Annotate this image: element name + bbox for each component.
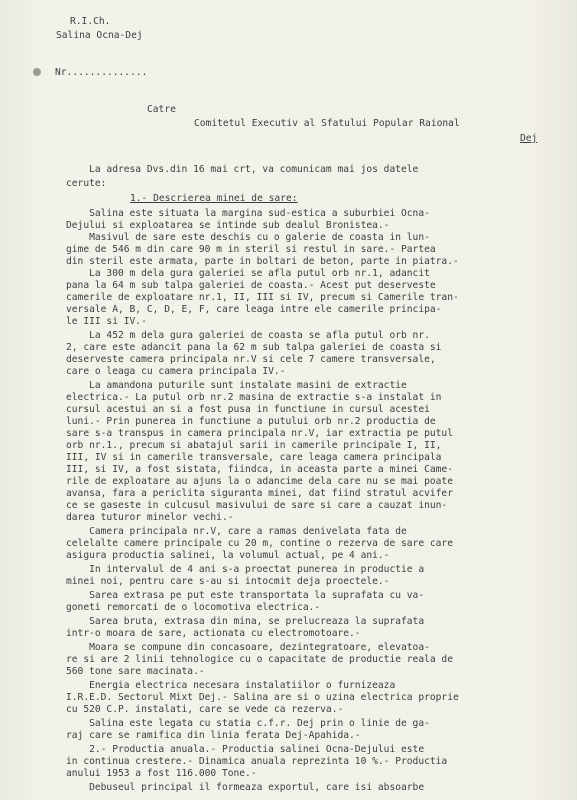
punch-hole (33, 68, 41, 76)
body-line: La amandona puturile sunt instalate masini de extractie (66, 380, 407, 391)
body-line: ce se gaseste in culcusul masivului de sare si care a cauzat inun- (66, 500, 448, 511)
body-line: Masivul de sare este deschis cu o galerie de coasta in lun- (66, 232, 430, 243)
body-line: deserveste camera principala nr.V si cele 7 camere transversale, (66, 354, 436, 365)
body-line: minei noi, pentru care s-au si intocmit deja proectele.- (66, 576, 390, 587)
body-line: 560 tone sare macinata.- (66, 666, 205, 677)
body-line: cu 520 C.P. instalati, care se vede ca rezerva.- (66, 704, 344, 715)
addressee-line: Comitetul Executiv al Sfatului Popular Raional (194, 118, 460, 129)
body-line: pana la 64 m sub talpa galeriei de coasta.- Acest put deserveste (66, 280, 436, 291)
body-line: avansa, fara a periclita siguranta minei, dat fiind stratul acvifer (66, 488, 453, 499)
body-line: La 452 m dela gura galeriei de coasta se afla putul orb nr. (66, 330, 430, 341)
body-line: sare s-a transpus in camera principala nr.V, iar extractia pe putul (66, 428, 453, 439)
body-line: raj care se ramifica din linia ferata Dej-Apahida.- (66, 730, 361, 741)
body-line: La adresa Dvs.din 16 mai crt, va comunicam mai jos datele (66, 164, 419, 175)
body-line: orb nr.1., precum si abatajul sarii in camerile principale I, II, (66, 440, 442, 451)
body-line: rile de exploatare au ajuns la o adancime dela care nu se mai poate (66, 476, 453, 487)
body-line: anului 1953 a fost 116.000 Tone.- (66, 768, 257, 779)
body-line: intr-o moara de sare, actionata cu electromotoare.- (66, 628, 361, 639)
body-line: Sarea extrasa pe put este transportata la suprafata cu va- (66, 590, 425, 601)
body-line: 2, care este adancit pana la 62 m sub talpa galeriei de coasta si (66, 342, 442, 353)
body-line: electrica.- La putul orb nr.2 masina de extractie s-a instalat in (66, 392, 442, 403)
body-line: Salina este legata cu statia c.f.r. Dej prin o linie de ga- (66, 718, 430, 729)
body-line: re si are 2 linii tehnologice cu o capacitate de productie reala de (66, 654, 453, 665)
body-line: Salina este situata la margina sud-estica a suburbiei Ocna- (66, 208, 430, 219)
body-line: goneti remorcati de o locomotiva electrica.- (66, 602, 321, 613)
body-line: in continua crestere.- Dinamica anuala reprezinta 10 %.- Productia (66, 756, 448, 767)
section-heading: 1.- Descrierea minei de sare: (130, 193, 298, 204)
addressee-city: Dej (520, 133, 538, 144)
body-line: luni.- Prin punerea in functiune a putului orb nr.2 productia de (66, 416, 436, 427)
body-line: cursul acestui an si a fost pusa in functiune in cursul acestei (66, 404, 430, 415)
body-line: camerile de exploatare nr.1, II, III si IV, precum si Camerile tran- (66, 292, 459, 303)
org-code: R.I.Ch. (70, 16, 111, 27)
catre-label: Catre (147, 104, 176, 115)
body-line: gime de 546 m din care 90 m in steril si restul in sare.- Partea (66, 244, 436, 255)
body-line: Sarea bruta, extrasa din mina, se prelucreaza la suprafata (66, 616, 425, 627)
body-line: In intervalul de 4 ani s-a proectat punerea in productie a (66, 564, 425, 575)
body-line: Dejului si exploatarea se intinde sub dealul Bronistea.- (66, 220, 390, 231)
body-line: le III si IV.- (66, 316, 147, 327)
body-line: versale A, B, C, D, E, F, care leaga intre ele camerile principa- (66, 304, 442, 315)
body-line: darea tuturor minelor vechi.- (66, 512, 234, 523)
body-line: care o leaga cu camera principala IV.- (66, 366, 286, 377)
body-line: Energia electrica necesara instalatiilor o furnizeaza (66, 680, 396, 691)
body-line: Debuseul principal il formeaza exportul, care isi absoarbe (66, 782, 425, 793)
body-line: III, si IV, a fost sistata, fiindca, in aceasta parte a minei Came- (66, 464, 453, 475)
body-line: 2.- Productia anuala.- Productia salinei Ocna-Dejului este (66, 744, 425, 755)
body-line: cerute: (66, 178, 107, 189)
body-line: Moara se compune din concasoare, dezintegratoare, elevatoa- (66, 642, 430, 653)
body-line: III, IV si in camerile transversale, care leaga camera principala (66, 452, 442, 463)
body-line: I.R.E.D. Sectorul Mixt Dej.- Salina are si o uzina electrica proprie (66, 692, 459, 703)
body-line: La 300 m dela gura galeriei se afla putul orb nr.1, adancit (66, 268, 430, 279)
body-line: Camera principala nr.V, care a ramas denivelata fata de (66, 526, 407, 537)
body-line: asigura productia salinei, la volumul actual, pe 4 ani.- (66, 550, 390, 561)
registration-number: Nr.............. (55, 67, 148, 78)
body-line: din steril este armata, parte in boltari de beton, parte in piatra.- (66, 256, 459, 267)
sender-place: Salina Ocna-Dej (56, 30, 143, 41)
body-line: celelalte camere principale cu 20 m, contine o rezerva de sare care (66, 538, 453, 549)
